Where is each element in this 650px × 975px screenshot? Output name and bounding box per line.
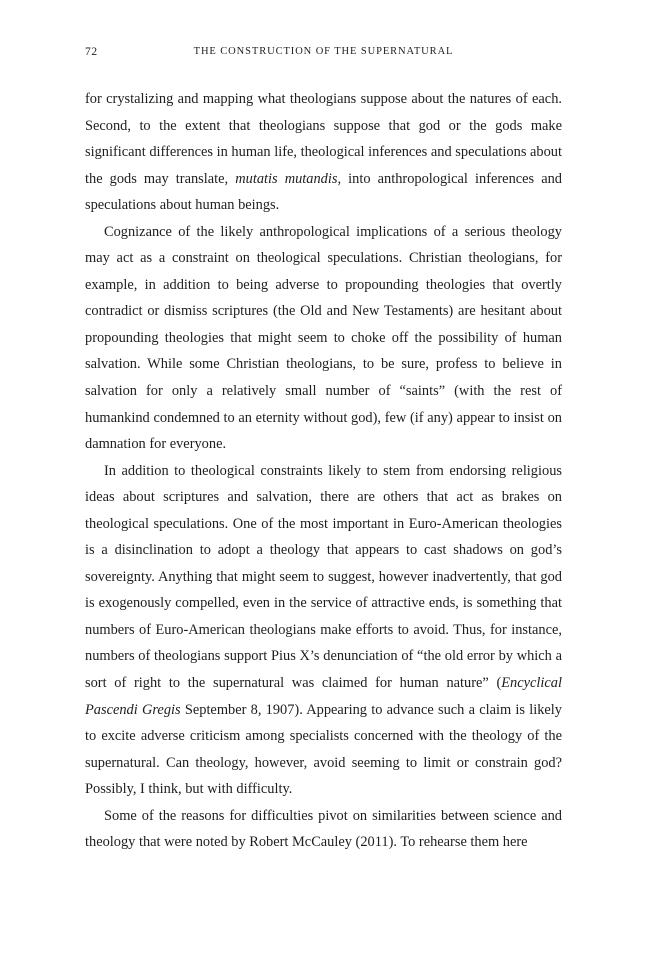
- page-header: [85, 46, 562, 62]
- paragraph-2: Cognizance of the likely anthropological implications of a serious theology may act as a constraint on theological speculations. Christian theologians, for example, in addition to being adverse to propounding theologies that overtly contradict or dismiss scriptures (the Old and New Testaments) are hesitant about propounding theologies that might seem to choke off the possibility of human salvation. While some Christian theologians, to be sure, profess to believe in salvation for only a relatively small number of “saints” (with the rest of humankind condemned to an eternity without god), few (if any) appear to insist on damnation for everyone.: [85, 223, 562, 453]
- page-number: 72: [85, 46, 98, 58]
- running-head: THE CONSTRUCTION OF THE SUPERNATURAL: [193, 46, 454, 57]
- paragraph-4: Some of the reasons for difficulties pivot on similarities between science and theology that were noted by Robert McCauley (2011). To rehearse them here: [85, 807, 562, 851]
- paragraph-1-italic: mutatis mutandis: [235, 170, 338, 187]
- paragraph-3: [85, 458, 562, 803]
- paragraph-1-tail: , into anthropological inferences and speculations about human beings.: [85, 170, 563, 214]
- paragraph-3-tail: September 8, 1907). Appearing to advance such a claim is likely to excite adverse criticism among specialists concerned with the theology of the supernatural. Can theology, however, avoid seeming to limit or constrain god? Possibly, I think, but with difficulty.: [85, 701, 562, 798]
- paragraph-1: [85, 86, 562, 219]
- paragraph-3-text: In addition to theological constraints likely to stem from endorsing religious ideas about scriptures and salvation, there are others that act as brakes on theological speculations. One of the most important in Euro-American theologies is a disinclination to adopt a theology that appears to cast shadows on god’s sovereignty. Anything that might seem to suggest, however inadvertently, that god is exogenously compelled, even in the service of attractive ends, is something that numbers of Euro-American theologians make efforts to avoid. Thus, for instance, numbers of theologians support Pius X’s denunciation of “the old error by which a sort of right to the supernatural was claimed for human nature” (: [85, 462, 562, 692]
- paragraph-1-text: for crystalizing and mapping what theologians suppose about the natures of each. Second, to the extent that theologians suppose that god or the gods make significant differences in human life, theological inferences and speculations about the gods may translate,: [85, 91, 562, 187]
- body-text: [85, 86, 562, 856]
- paragraph-3-italic: Encyclical Pascendi Gregis: [85, 675, 562, 718]
